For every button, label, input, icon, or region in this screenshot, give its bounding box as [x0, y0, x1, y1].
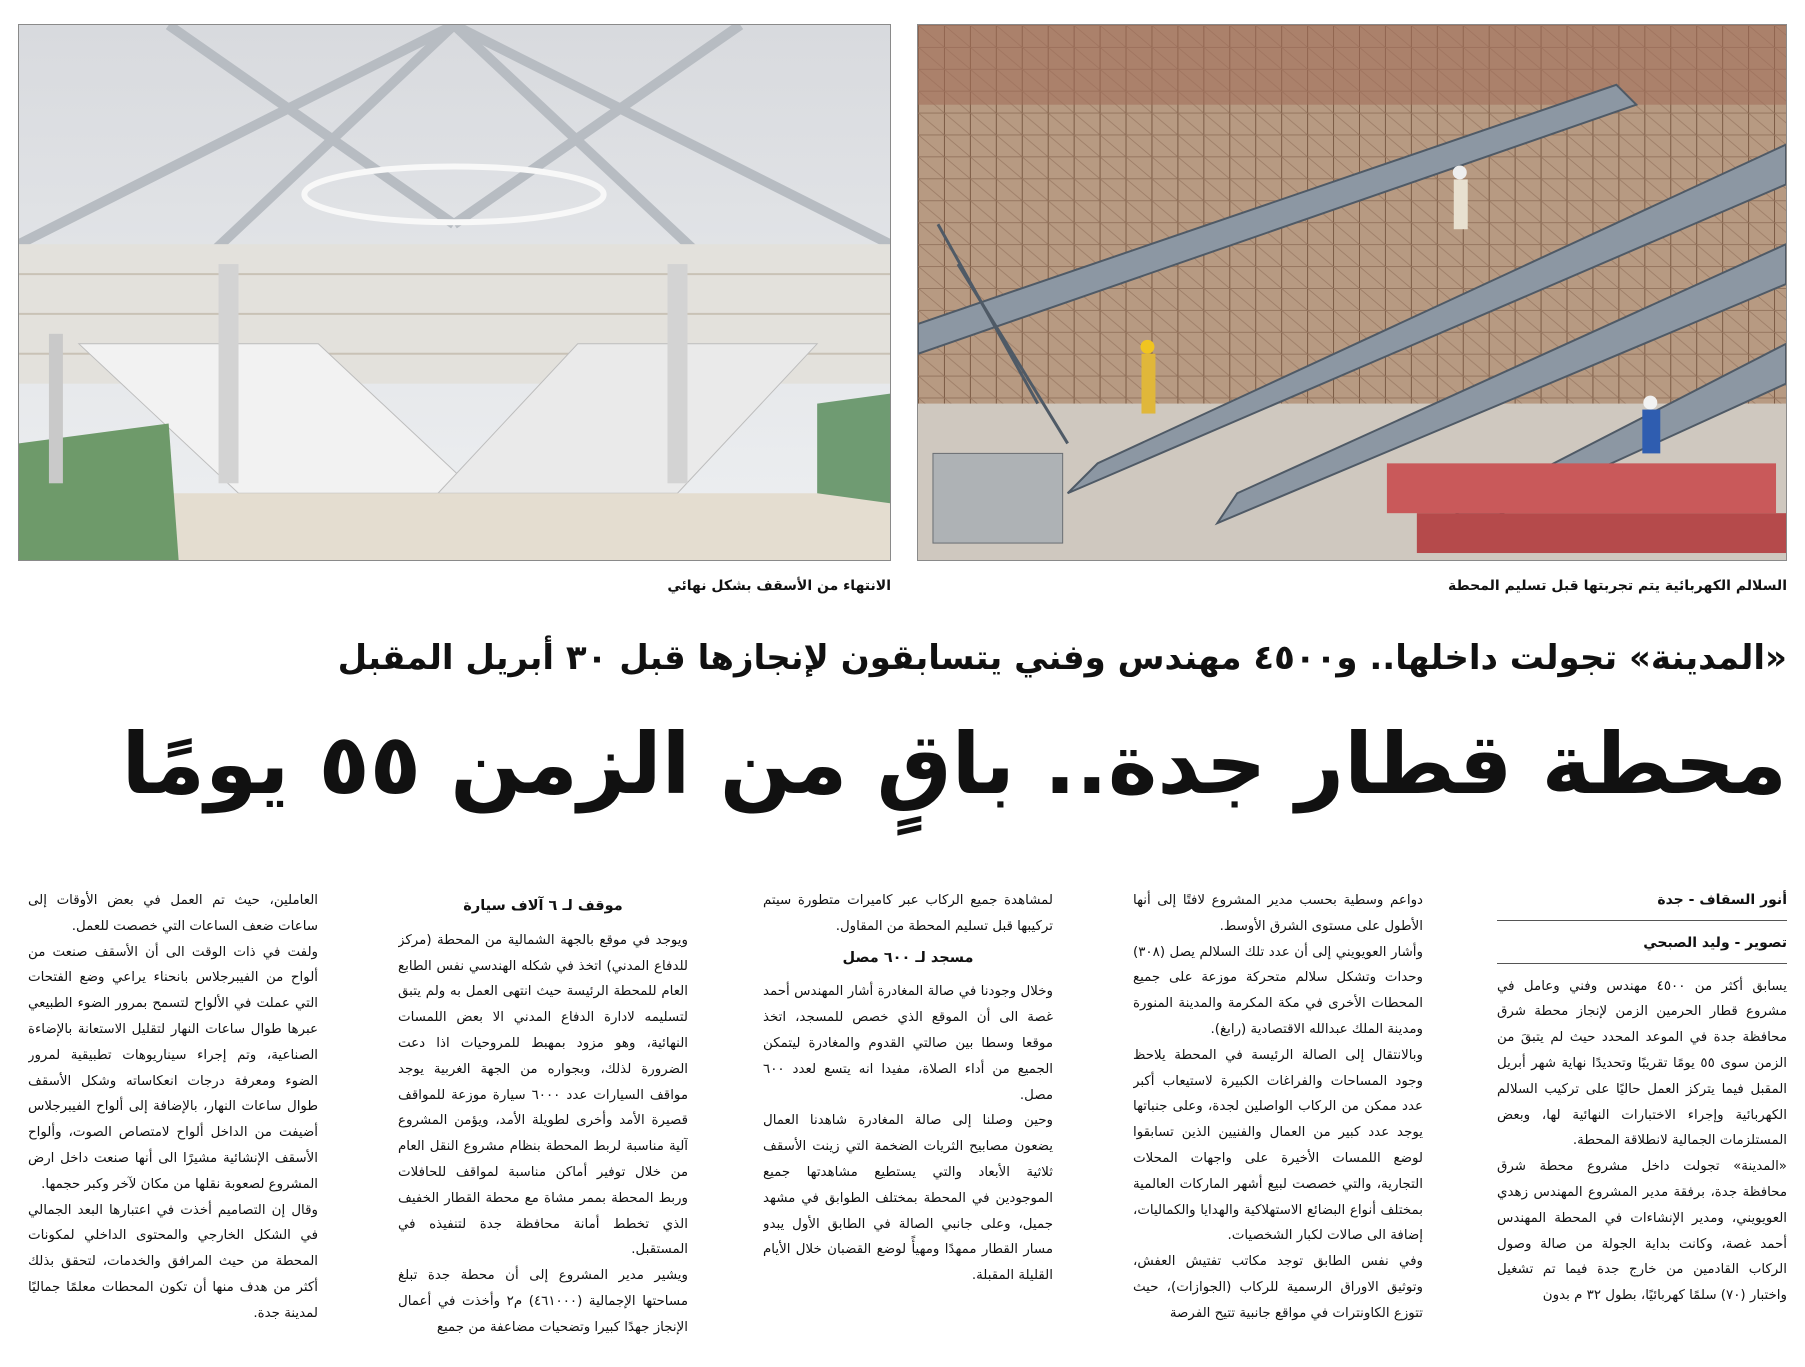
- paragraph: العاملين، حيث تم العمل في بعض الأوقات إلى ساعات ضعف الساعات التي خصصت للعمل.: [28, 893, 318, 934]
- section-heading-mosque: مسجد لـ ٦٠٠ مصل: [842, 949, 974, 966]
- photo-caption-escalators: السلالم الكهربائية يتم تجربتها قبل تسليم المحطة: [1448, 578, 1787, 594]
- subheadline: «المدينة» تجولت داخلها.. و٤٥٠٠ مهندس وفني يتسابقون لإنجازها قبل ٣٠ أبريل المقبل: [337, 638, 1787, 678]
- paragraph: ويشير مدير المشروع إلى أن محطة جدة تبلغ مساحتها الإجمالية (٤٦١٠٠٠) م٢ وأخذت في أعمال الإنجاز جهدًا كبيرا وتضحيات مضاعفة من جميع: [398, 1268, 688, 1335]
- paragraph: وبالانتقال إلى الصالة الرئيسة في المحطة يلاحظ وجود المساحات والفراغات الكبيرة لاستيعاب أكبر عدد ممكن من الركاب الواصلين لجدة، وعلى جنباتها يوجد عدد كبير من العمال والفنيين الذين تسابقوا لوضع اللمسات الأخيرة على واجهات المحلات التجارية، والتي خصصت لبيع أشهر الماركات العالمية بمختلف أنواع البضائع الاستهلاكية والهدايا والكماليات، إضافة الى صالات لكبار الشخصيات.: [1133, 1047, 1423, 1244]
- section-heading-parking: موقف لـ ٦ آلاف سيارة: [463, 898, 623, 914]
- article-column-3: [763, 888, 1053, 1358]
- headline: محطة قطار جدة.. باقٍ من الزمن ٥٥ يومًا: [121, 715, 1787, 813]
- article-column-2: [1133, 888, 1423, 1358]
- byline-divider: [1497, 920, 1787, 921]
- photo-ceiling: [18, 24, 891, 561]
- byline-divider: [1497, 963, 1787, 964]
- paragraph: «المدينة» تجولت داخل مشروع محطة شرق محافظة جدة، برفقة مدير المشروع المهندس زهدي العويويني، ومدير الإنشاءات في المحطة المهندس أحمد غصة، وكانت بداية الجولة من صالة وصول الركاب القادمين من خارج جدة فيما تم تشغيل واختبار (٧٠) سلمًا كهربائيًا، بطول ٣٢ م بدون: [1497, 1159, 1787, 1304]
- photo-escalators: [917, 24, 1787, 561]
- paragraph: دواعم وسطية بحسب مدير المشروع لافتًا إلى أنها الأطول على مستوى الشرق الأوسط.: [1133, 893, 1423, 934]
- paragraph: لمشاهدة جميع الركاب عبر كاميرات متطورة سيتم تركيبها قبل تسليم المحطة من المقاول.: [763, 893, 1053, 934]
- paragraph: ولفت في ذات الوقت الى أن الأسقف صنعت من ألواح من الفيبرجلاس بانحناء يراعي وضع الفتحات التي عملت في الألواح لتسمح بمرور الضوء الطبيعي عبرها طوال ساعات النهار لتقليل الاستعانة بالإضاءة الصناعية، وتم إجراء سيناريوهات تطبيقية لمرور الضوء ومعرفة درجات انعكاساته وشكل الأسقف طوال ساعات النهار، بالإضافة إلى ألواح الفيبرجلاس أضيفت من الداخل ألواح لامتصاص الصوت، وألواح الأسقف الإنشائية مشيرًا الى أنها صنعت داخل ارض المشروع لصعوبة نقلها من مكان لآخر وكبر حجمها.: [28, 944, 318, 1192]
- paragraph: وأشار العويويني إلى أن عدد تلك السلالم يصل (٣٠٨) وحدات وتشكل سلالم متحركة موزعة على جميع المحطات الأخرى في مكة المكرمة والمدينة المنورة ومدينة الملك عبدالله الاقتصادية (رابغ).: [1133, 944, 1423, 1037]
- photo-caption-ceiling: الانتهاء من الأسقف بشكل نهائي: [667, 578, 891, 594]
- article-column-5: [28, 888, 318, 1358]
- paragraph: وقال إن التصاميم أخذت في اعتبارها البعد الجمالي في الشكل الخارجي والمحتوى الداخلي لمكونات المحطة من حيث المرافق والخدمات، لتحقق بذلك أكثر من هدف منها أن تكون المحطات معلمًا جماليًا لمدينة جدة.: [28, 1202, 318, 1321]
- photographer-byline: تصوير - وليد الصبحي: [1643, 934, 1787, 951]
- paragraph: وحين وصلنا إلى صالة المغادرة شاهدنا العمال يضعون مصابيح الثريات الضخمة التي زينت الأسقف ثلاثية الأبعاد والتي يستطيع مشاهدتها جميع الموجودين في المحطة بمختلف الطوابق في مشهد جميل، وعلى جانبي الصالة في الطابق الأول يبدو مسار القطار ممهدًا ومهيأً لوضع القضبان خلال الأيام القليلة المقبلة.: [763, 1113, 1053, 1284]
- article-column-1: [1497, 888, 1787, 1358]
- author-byline: أنور السقاف - جدة: [1657, 892, 1787, 908]
- paragraph: وخلال وجودنا في صالة المغادرة أشار المهندس أحمد غصة الى أن الموقع الذي خصص للمسجد، اتخذ موقعا وسطا بين صالتي القدوم والمغادرة ليتمكن الجميع من أداء الصلاة، مفيدا انه يتسع لعدد ٦٠٠ مصل.: [763, 984, 1053, 1103]
- paragraph: ويوجد في موقع بالجهة الشمالية من المحطة (مركز للدفاع المدني) اتخذ في شكله الهندسي نفس الطابع العام للمحطة الرئيسة حيث انتهى العمل به ولم يتبق لتسليمه لادارة الدفاع المدني الا بعض اللمسات النهائية، وهو مزود بمهبط للمروحيات اذا دعت الضرورة لذلك، وبجواره من الجهة الغربية يوجد مواقف السيارات عدد ٦٠٠٠ سيارة موزعة للمواقف قصيرة الأمد وأخرى لطويلة الأمد، ويؤمن المشروع آلية مناسبة لربط المحطة بنظام مشروع النقل العام من خلال توفير أماكن مناسبة لمواقف للحافلات وربط المحطة بممر مشاة مع محطة القطار الخفيف الذي تخطط أمانة محافظة جدة لتنفيذه في المستقبل.: [398, 932, 688, 1258]
- paragraph: يسابق أكثر من ٤٥٠٠ مهندس وفني وعامل في مشروع قطار الحرمين الزمن لإنجاز محطة شرق محافظة جدة في الموعد المحدد حيث لم يتبقَ من الزمن سوى ٥٥ يومًا تقريبًا وتحديدًا نهاية شهر أبريل المقبل فيما يتركز العمل حاليًا على تركيب السلالم الكهربائية وإجراء الاختبارات النهائية لها، وبعض المستلزمات الجمالية لانطلاقة المحطة.: [1497, 978, 1787, 1149]
- article-column-4: [398, 888, 688, 1358]
- paragraph: وفي نفس الطابق توجد مكاتب تفتيش العفش، وتوثيق الاوراق الرسمية للركاب (الجوازات)، حيث تتوزع الكاونترات في مواقع جانبية تتيح الفرصة: [1133, 1254, 1423, 1321]
